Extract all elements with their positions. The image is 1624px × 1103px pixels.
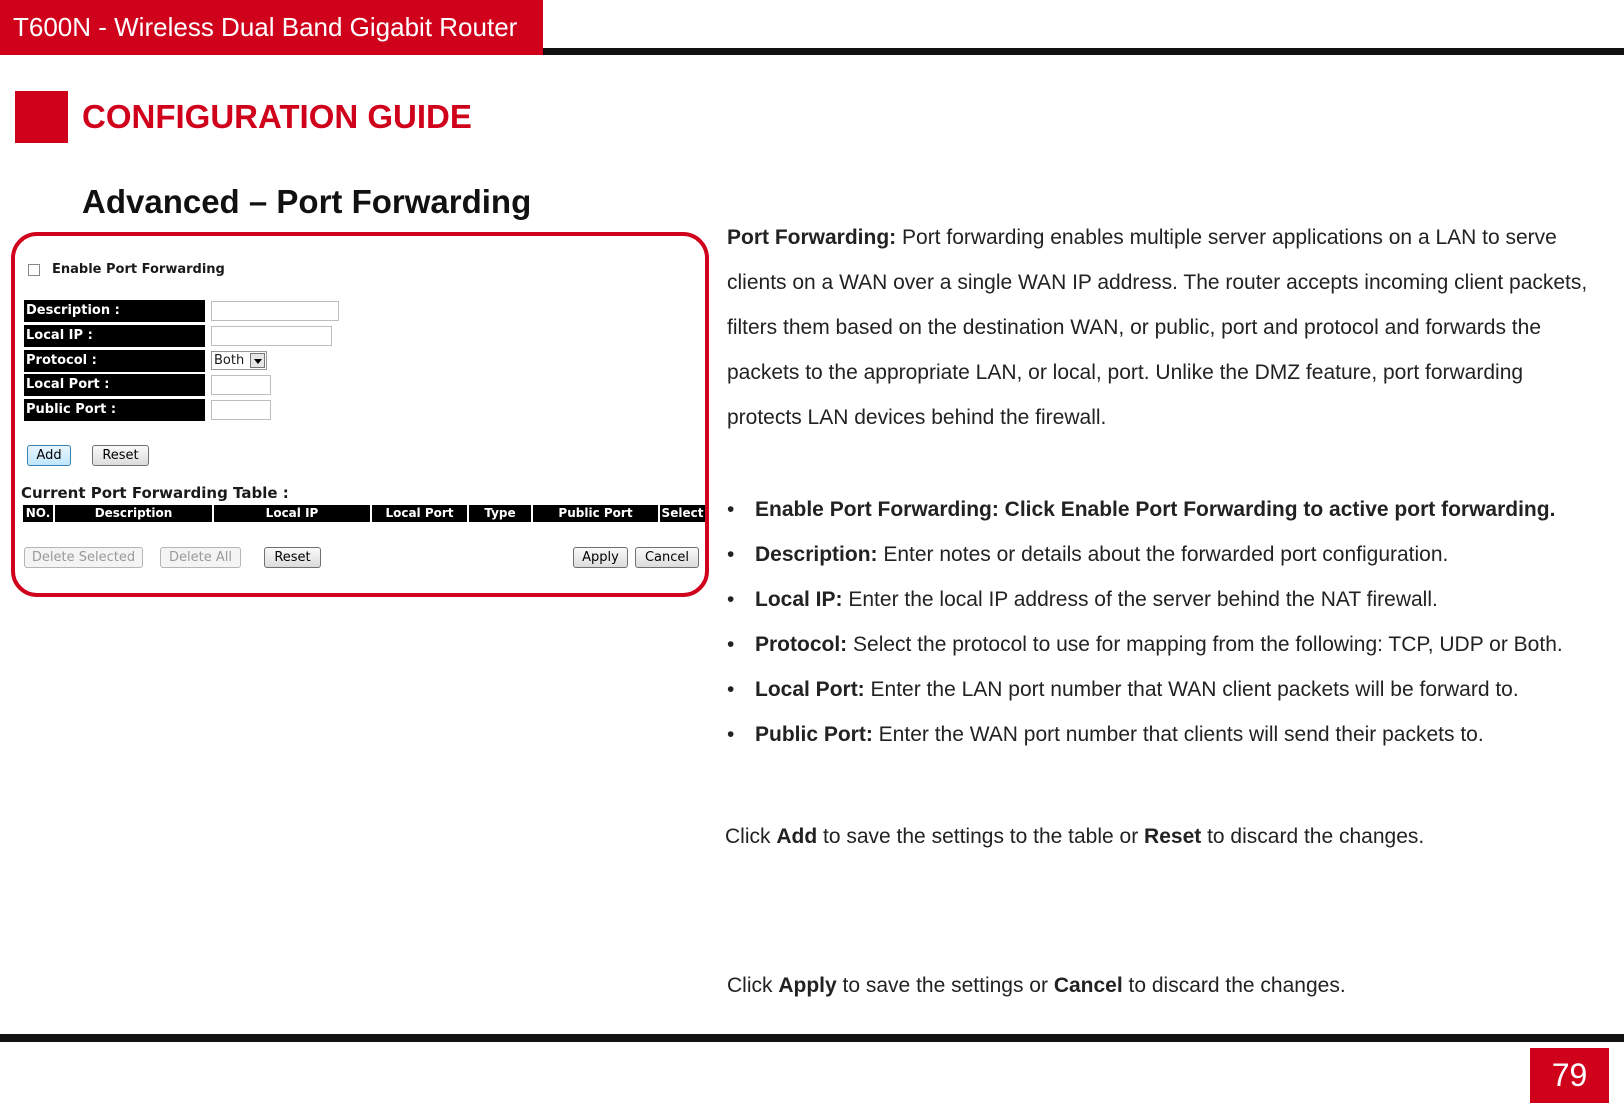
add-reset-instruction: Click Add to save the settings to the table or Reset to discard the changes. <box>725 825 1425 848</box>
port-forwarding-screenshot <box>11 232 709 597</box>
enable-port-forwarding-label: Enable Port Forwarding <box>52 262 225 277</box>
col-local-port: Local Port <box>372 505 467 522</box>
protocol-label: Protocol : <box>24 350 205 372</box>
list-item: • Protocol: Select the protocol to use for mapping from the following: TCP, UDP or Both. <box>727 622 1607 667</box>
list-item: • Enable Port Forwarding: Click Enable Port Forwarding to active port forwarding. <box>727 487 1607 532</box>
enable-port-forwarding-row <box>28 262 225 277</box>
table-header <box>23 505 707 522</box>
protocol-select[interactable] <box>211 351 267 370</box>
description-input[interactable] <box>211 301 339 321</box>
public-port-input[interactable] <box>211 400 271 420</box>
col-description: Description <box>55 505 212 522</box>
page-number: 79 <box>1530 1048 1609 1103</box>
table-title: Current Port Forwarding Table : <box>21 484 289 502</box>
col-select: Select <box>661 506 704 520</box>
col-public-port: Public Port <box>533 505 658 522</box>
delete-selected-button[interactable]: Delete Selected <box>24 547 143 568</box>
reset-button[interactable]: Reset <box>92 445 149 466</box>
local-port-input[interactable] <box>211 375 271 395</box>
delete-all-button[interactable]: Delete All <box>160 547 241 568</box>
local-ip-label: Local IP : <box>24 325 205 347</box>
enable-port-forwarding-checkbox[interactable] <box>28 264 40 276</box>
local-ip-input[interactable] <box>211 326 332 346</box>
apply-cancel-instruction: Click Apply to save the settings or Cancel to discard the changes. <box>727 974 1346 997</box>
description-label: Description : <box>24 300 205 322</box>
col-local-ip: Local IP <box>214 505 370 522</box>
table-reset-button[interactable]: Reset <box>264 547 321 568</box>
product-title: T600N - Wireless Dual Band Gigabit Router <box>0 0 543 55</box>
list-item: • Local IP: Enter the local IP address of the server behind the NAT firewall. <box>727 577 1607 622</box>
guide-marker <box>15 91 68 143</box>
cancel-button[interactable]: Cancel <box>635 547 699 568</box>
list-item: • Public Port: Enter the WAN port number that clients will send their packets to. <box>727 712 1607 757</box>
chevron-down-icon[interactable] <box>250 353 265 368</box>
intro-term: Port Forwarding: <box>727 226 897 249</box>
protocol-selected-value: Both <box>214 353 245 368</box>
add-button[interactable]: Add <box>27 445 71 466</box>
apply-button[interactable]: Apply <box>573 547 628 568</box>
section-title: Advanced – Port Forwarding <box>82 183 532 220</box>
col-type: Type <box>469 505 531 522</box>
header-rule <box>543 48 1624 55</box>
public-port-label: Public Port : <box>24 399 205 421</box>
guide-title: CONFIGURATION GUIDE <box>82 98 472 135</box>
field-description-list <box>727 487 1607 757</box>
footer-rule <box>0 1034 1624 1042</box>
intro-paragraph <box>727 215 1595 440</box>
list-item: • Local Port: Enter the LAN port number that WAN client packets will be forward to. <box>727 667 1607 712</box>
local-port-label: Local Port : <box>24 374 205 396</box>
list-item: • Description: Enter notes or details about the forwarded port configuration. <box>727 532 1607 577</box>
col-no: NO. <box>23 505 53 522</box>
intro-text: Port forwarding enables multiple server applications on a LAN to serve clients on a WAN over a single WAN IP address. The router accepts incoming client packets, filters them based on the destination WAN, or public, port and protocol and forwards the packets to the appropriate LAN, or local, port. Unlike the DMZ feature, port forwarding protects LAN devices behind the firewall. <box>727 226 1588 429</box>
